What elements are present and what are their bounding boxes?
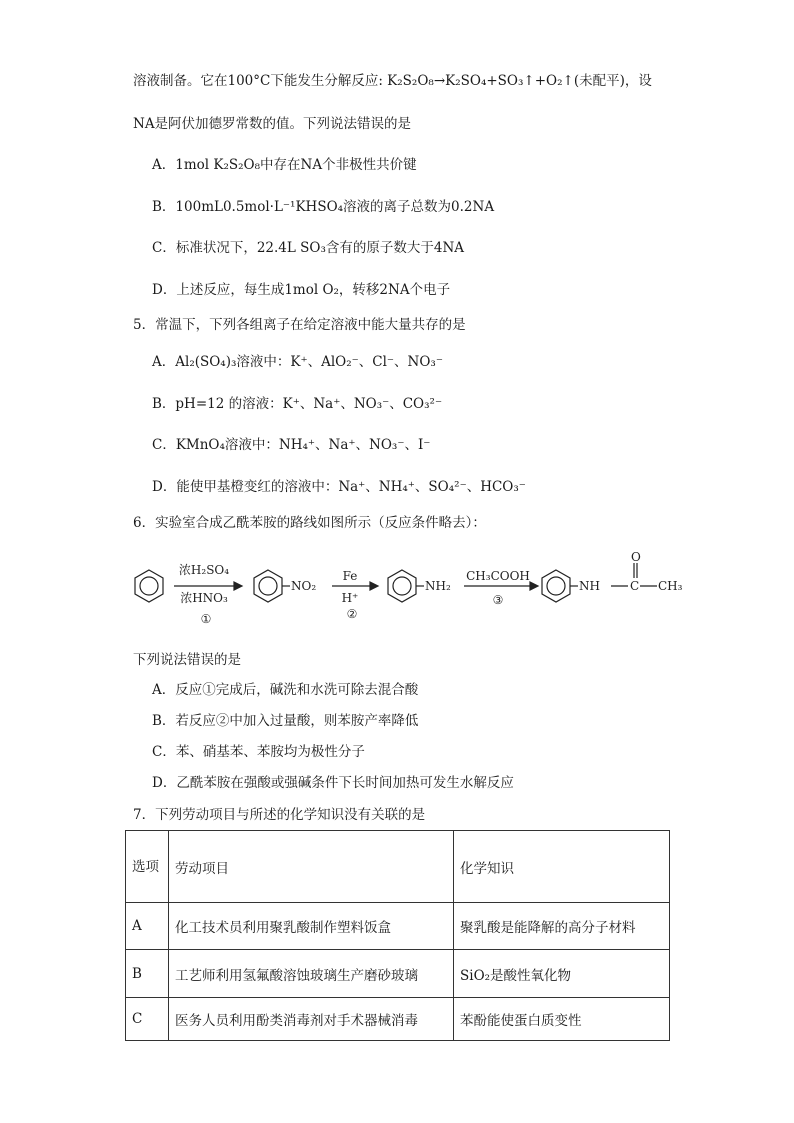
q6-stem: 6．实验室合成乙酰苯胺的路线如图所示（反应条件略去）： (133, 515, 486, 531)
q4-option-c: C．标准状况下，22.4L SO₃含有的原子数大于4NA (152, 240, 465, 256)
row-task: 医务人员利用酚类消毒剂对手术器械消毒 (169, 998, 454, 1041)
nitro-group: NO₂ (291, 579, 317, 593)
row-task: 化工技术员利用聚乳酸制作塑料饭盒 (169, 903, 454, 950)
synthesis-scheme (130, 548, 690, 628)
q6-option-b: B．若反应②中加入过量酸，则苯胺产率降低 (152, 713, 419, 729)
table-header-row (126, 831, 670, 903)
step-3-number: ③ (492, 593, 504, 607)
row-option: C (126, 998, 169, 1041)
reagent-3-top: CH₃COOH (466, 569, 530, 583)
q4-option-b: B．100mL0.5mol·L⁻¹KHSO₄溶液的离子总数为0.2NA (152, 199, 495, 215)
q6-option-c: C．苯、硝基苯、苯胺均为极性分子 (152, 744, 365, 760)
table-row (126, 903, 670, 950)
amino-group: NH₂ (425, 579, 451, 593)
row-knowledge: 聚乳酸是能降解的高分子材料 (454, 903, 670, 950)
step-2-number: ② (346, 607, 358, 621)
reagent-2-top: Fe (342, 569, 358, 583)
q4-intro-line2: NA是阿伏加德罗常数的值。下列说法错误的是 (133, 116, 412, 132)
q6-sub-stem: 下列说法错误的是 (133, 652, 241, 668)
q5-option-a: A．Al₂(SO₄)₃溶液中：K⁺、AlO₂⁻、Cl⁻、NO₃⁻ (152, 354, 443, 370)
q6-option-a: A．反应①完成后，碱洗和水洗可除去混合酸 (152, 682, 419, 698)
row-option: B (126, 950, 169, 998)
q4-option-a: A．1mol K₂S₂O₈中存在NA个非极性共价键 (152, 157, 417, 173)
amide-carbon: C (630, 579, 640, 593)
row-knowledge: SiO₂是酸性氧化物 (454, 950, 670, 998)
benzene-ring (388, 570, 416, 602)
q7-table (125, 830, 670, 1041)
q4-intro-line1: 溶液制备。它在100°C下能发生分解反应: K₂S₂O₈→K₂SO₄+SO₃↑+O₂↑(未配平)，设 (133, 73, 652, 89)
q7-stem: 7．下列劳动项目与所述的化学知识没有关联的是 (133, 807, 426, 823)
reagent-1-top: 浓H₂SO₄ (178, 563, 230, 577)
benzene-ring (542, 570, 570, 602)
q5-option-b: B．pH=12 的溶液：K⁺、Na⁺、NO₃⁻、CO₃²⁻ (152, 396, 443, 412)
benzene-ring (135, 570, 163, 602)
q6-option-d: D．乙酰苯胺在强酸或强碱条件下长时间加热可发生水解反应 (152, 775, 514, 791)
header-cell-option: 选项 (126, 831, 169, 903)
row-option: A (126, 903, 169, 950)
header-cell-task: 劳动项目 (169, 831, 454, 903)
q5-option-d: D．能使甲基橙变红的溶液中：Na⁺、NH₄⁺、SO₄²⁻、HCO₃⁻ (152, 479, 526, 495)
q5-stem: 5．常温下，下列各组离子在给定溶液中能大量共存的是 (133, 317, 466, 333)
table-row (126, 998, 670, 1041)
benzene-ring (254, 570, 282, 602)
reagent-1-bottom: 浓HNO₃ (180, 591, 228, 605)
step-1-number: ① (200, 612, 212, 626)
q5-option-c: C．KMnO₄溶液中：NH₄⁺、Na⁺、NO₃⁻、I⁻ (152, 437, 431, 453)
reagent-2-bottom: H⁺ (341, 591, 359, 605)
header-cell-knowledge: 化学知识 (454, 831, 670, 903)
row-task: 工艺师利用氢氟酸溶蚀玻璃生产磨砂玻璃 (169, 950, 454, 998)
amide-nh: NH (579, 579, 600, 593)
amide-oxygen: O (631, 550, 641, 564)
q4-option-d: D．上述反应，每生成1mol O₂，转移2NA个电子 (152, 282, 451, 298)
methyl-group: CH₃ (658, 579, 683, 593)
table-row (126, 950, 670, 998)
row-knowledge: 苯酚能使蛋白质变性 (454, 998, 670, 1041)
